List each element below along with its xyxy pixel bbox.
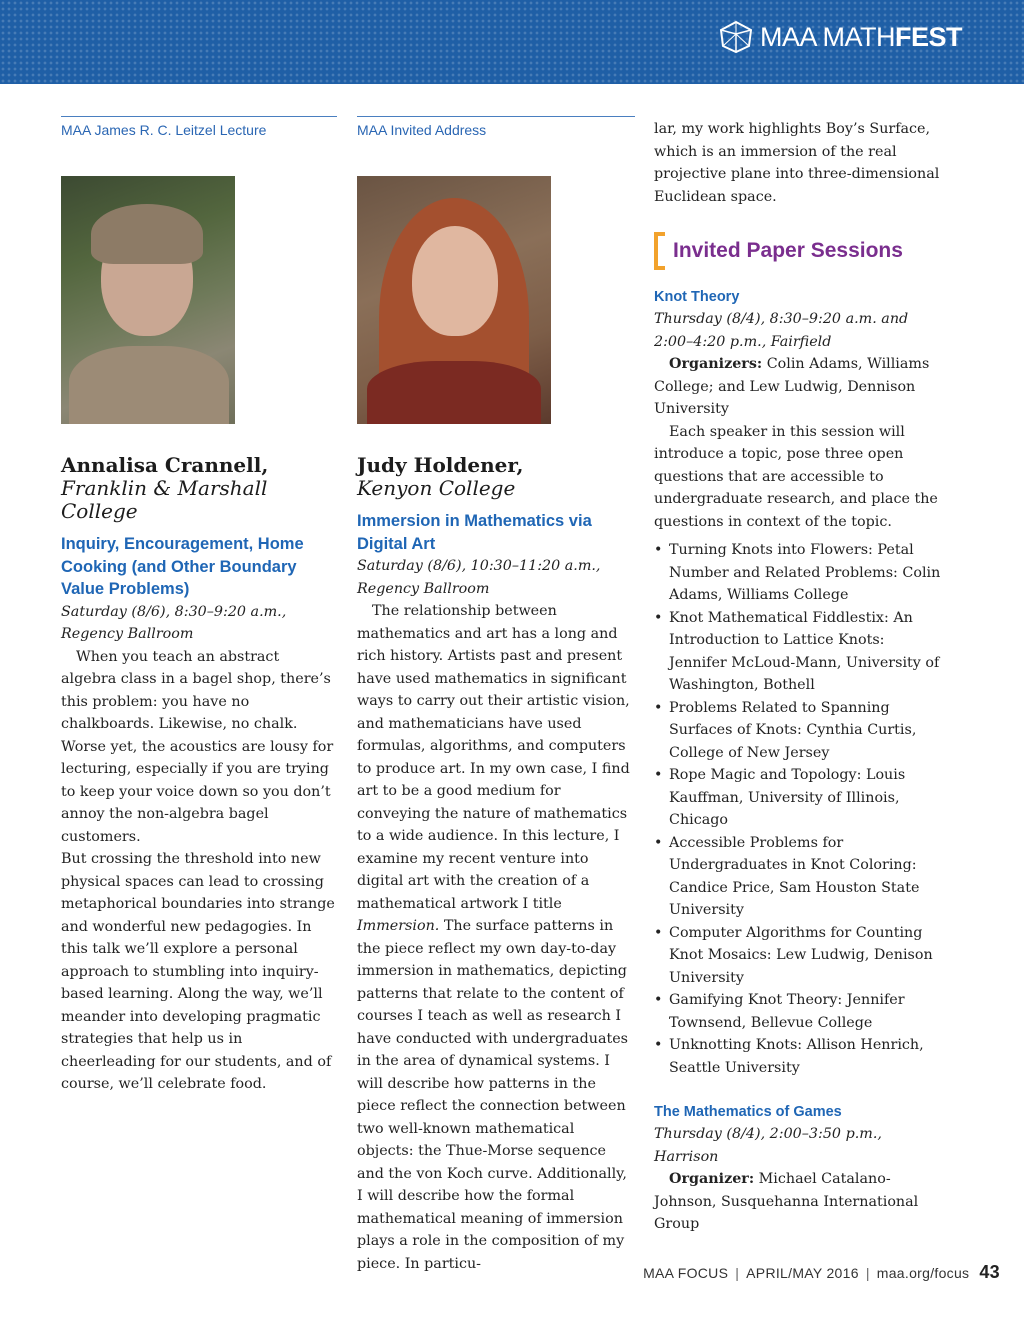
talk-time: Saturday (8/6), 10:30–11:20 a.m., — [357, 558, 601, 574]
list-item: • Knot Mathematical Fiddlestix: An Introduction to Lattice Knots: Jennifer McLoud-Mann, University of Washington, Bothell — [669, 607, 944, 697]
speaker-name: Annalisa Crannell, Franklin & Marshall College — [61, 453, 269, 523]
column-rule — [357, 116, 635, 117]
session-knot-theory — [654, 286, 944, 1079]
talk-list — [654, 539, 944, 1079]
publication-name: MAA FOCUS — [643, 1265, 729, 1281]
logo-text: MAA MATHFEST — [759, 21, 962, 52]
lecture-kicker: MAA Invited Address — [357, 122, 487, 138]
column-paper-sessions — [654, 118, 944, 1236]
polyhedron-icon — [718, 20, 754, 54]
list-item: • Rope Magic and Topology: Louis Kauffman, University of Illinois, Chicago — [669, 764, 944, 832]
list-item: • Accessible Problems for Undergraduates in Knot Coloring: Candice Price, Sam Houston State University — [669, 832, 944, 922]
session-title: Knot Theory — [654, 289, 740, 305]
abstract-paragraph: But crossing the threshold into new physical spaces can lead to crossing metaphorical boundaries into strange and wonderful new pedagogies. In this talk we’ll explore a personal approach to stumbling into inquiry-based learning. Along the way, we’ll meander into developing pragmatic strategies that help us in cheerleading for our students, and of course, we’ll celebrate food. — [61, 851, 335, 1092]
session-time: Thursday (8/4), 8:30–9:20 a.m. and 2:00–4:20 p.m., Fairfield — [654, 311, 909, 350]
lecture-kicker: MAA James R. C. Leitzel Lecture — [61, 122, 267, 138]
session-time: Thursday (8/4), 2:00–3:50 p.m., Harrison — [654, 1126, 882, 1165]
maa-mathfest-logo — [718, 20, 962, 54]
talk-location: Regency Ballroom — [357, 580, 490, 597]
issue-date: APRIL/MAY 2016 — [746, 1265, 859, 1281]
section-title: Invited Paper Sessions — [673, 239, 903, 262]
page-number: 43 — [979, 1262, 1000, 1282]
abstract-paragraph: The relationship between mathematics and art has a long and rich history. Artists past and present have used mathematics in significant ways to carry out their artistic vision, and mathematicians have used formulas, algorithms, and computers to produce art. In my own case, I find art to be a good medium for conveying the nature of mathematics to a wide audience. In this lecture, I examine my recent venture into digital art with the creation of a mathematical artwork I title Immersion. The surface patterns in the piece reflect my own day-to-day immersion in mathematics, depicting patterns that relate to the content of courses I teach as well as research I have conducted with undergraduates in the area of dynamical systems. I will describe how patterns in the piece reflect the connection between two well-known mathematical objects: the Thue-Morse sequence and the von Koch curve. Additionally, I will describe how the formal mathematical meaning of immersion plays a role in the composition of my piece. In particu- — [357, 603, 630, 1272]
session-mathematics-of-games — [654, 1101, 944, 1236]
column-leitzel-lecture — [61, 116, 337, 1096]
session-title: The Mathematics of Games — [654, 1104, 842, 1120]
speaker-name: Judy Holdener, Kenyon College — [357, 453, 524, 500]
header-banner — [0, 0, 1024, 84]
abstract-continued — [654, 118, 944, 208]
list-item: • Computer Algorithms for Counting Knot Mosaics: Lew Ludwig, Denison University — [669, 922, 944, 990]
abstract — [357, 600, 635, 1275]
talk-time: Saturday (8/6), 8:30–9:20 a.m., — [61, 603, 287, 620]
talk-title: Inquiry, Encouragement, Home Cooking (and Other Boundary Value Problems) — [61, 535, 304, 598]
speaker-photo-crannell — [61, 176, 235, 424]
list-item: • Turning Knots into Flowers: Petal Number and Related Problems: Colin Adams, Williams College — [669, 539, 944, 607]
session-description: Each speaker in this session will introduce a topic, pose three open questions that are accessible to undergraduate research, and place the questions in context of the topic. — [654, 423, 938, 530]
page-footer: MAA FOCUS | APRIL/MAY 2016 | maa.org/focus 43 — [643, 1262, 1000, 1282]
session-organizers: Organizer: Michael Catalano-Johnson, Susquehanna International Group — [654, 1171, 919, 1232]
abstract-paragraph: lar, my work highlights Boy’s Surface, which is an immersion of the real projective plane into three-dimensional Euclidean space. — [654, 121, 940, 205]
speaker-photo-holdener — [357, 176, 551, 424]
abstract — [61, 646, 337, 1096]
abstract-paragraph: When you teach an abstract algebra class in a bagel shop, there’s this problem: you have no chalkboards. Likewise, no chalk. Worse yet, the acoustics are lousy for lecturing, especially if you are trying to keep your voice down so you don’t annoy the non-algebra bagel customers. — [61, 648, 334, 845]
bracket-icon — [654, 232, 665, 270]
column-rule — [61, 116, 337, 117]
talk-title: Immersion in Mathematics via Digital Art — [357, 512, 592, 553]
talk-location: Regency Ballroom — [61, 626, 194, 642]
session-organizers: Organizers: Colin Adams, Williams College; and Lew Ludwig, Dennison University Each speaker in this session will introduce a topic, pose three open questions that are accessible to undergraduate research, and place the questions in context of the topic. — [654, 353, 944, 533]
footer-url: maa.org/focus — [876, 1265, 970, 1281]
list-item: • Unknotting Knots: Allison Henrich, Seattle University — [669, 1034, 944, 1079]
section-heading — [654, 232, 944, 270]
list-item: • Gamifying Knot Theory: Jennifer Townsend, Bellevue College — [669, 989, 944, 1034]
column-invited-address — [357, 116, 635, 1275]
list-item: • Problems Related to Spanning Surfaces of Knots: Cynthia Curtis, College of New Jersey — [669, 697, 944, 765]
